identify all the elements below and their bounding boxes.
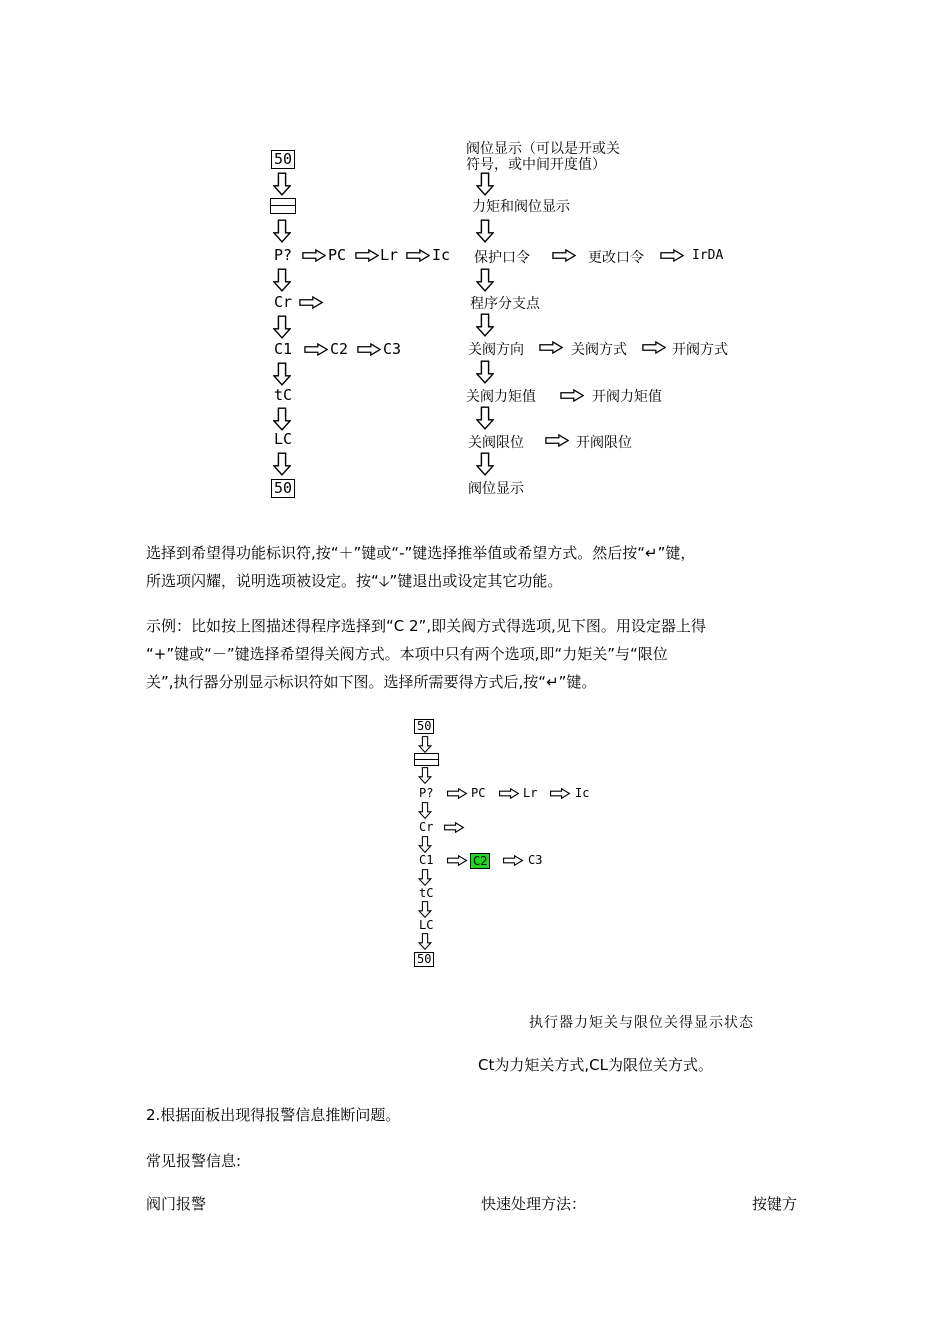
right-arrow-icon bbox=[539, 341, 563, 354]
open-torque-text: 开阀力矩值 bbox=[592, 389, 662, 405]
down-arrow-icon bbox=[476, 360, 494, 384]
c1-label: C1 bbox=[419, 853, 434, 867]
column-key-method: 按键方 bbox=[752, 1195, 798, 1213]
right-arrow-icon bbox=[498, 788, 520, 799]
c2-label: C2 bbox=[330, 340, 349, 358]
ic-label: Ic bbox=[575, 786, 590, 800]
down-arrow-icon bbox=[418, 736, 432, 753]
column-quick-fix: 快速处理方法： bbox=[481, 1195, 587, 1213]
right-arrow-icon bbox=[302, 249, 326, 262]
right-arrow-icon bbox=[446, 788, 468, 799]
paragraph-2-line-1: 示例：比如按上图描述得程序选择到“C 2”,即关阀方式得选项,见下图。用设定器上得 bbox=[146, 617, 706, 635]
close-mode-text: 关阀方式 bbox=[571, 342, 627, 358]
pc-label: PC bbox=[328, 246, 347, 264]
display-50-bottom: 50 bbox=[271, 479, 295, 498]
close-torque-text: 关阀力矩值 bbox=[466, 389, 536, 405]
lr-label: Lr bbox=[380, 246, 399, 264]
right-arrow-icon bbox=[549, 788, 571, 799]
right-arrow-icon bbox=[443, 822, 465, 833]
down-arrow-icon bbox=[273, 362, 291, 386]
ic-label: Ic bbox=[432, 246, 451, 264]
lc-label: LC bbox=[274, 430, 293, 448]
down-arrow-icon bbox=[273, 315, 291, 339]
c3-label: C3 bbox=[383, 340, 402, 358]
right-arrow-icon bbox=[502, 855, 524, 866]
down-arrow-icon bbox=[418, 901, 432, 918]
display-50-bottom: 50 bbox=[414, 952, 434, 967]
valve-display-text-line2: 符号，或中间开度值） bbox=[466, 157, 606, 173]
blank-display-icon bbox=[270, 198, 296, 214]
change-password-text: 更改口令 bbox=[588, 250, 644, 266]
cr-label: Cr bbox=[419, 820, 434, 834]
section-2-title: 2.根据面板出现得报警信息推断问题。 bbox=[146, 1106, 401, 1124]
program-branch-text: 程序分支点 bbox=[470, 296, 540, 312]
lc-label: LC bbox=[419, 918, 434, 932]
down-arrow-icon bbox=[273, 407, 291, 431]
close-direction-text: 关阀方向 bbox=[468, 342, 524, 358]
lr-label: Lr bbox=[523, 786, 538, 800]
open-limit-text: 开阀限位 bbox=[576, 435, 632, 451]
cr-label: Cr bbox=[274, 293, 293, 311]
paragraph-1-line-2: 所选项闪耀，说明选项被设定。按“🡣”键退出或设定其它功能。 bbox=[146, 572, 563, 590]
right-arrow-icon bbox=[446, 855, 468, 866]
right-arrow-icon bbox=[552, 249, 576, 262]
down-arrow-icon bbox=[418, 933, 432, 950]
down-arrow-icon bbox=[476, 268, 494, 292]
close-limit-text: 关阀限位 bbox=[468, 435, 524, 451]
blank-display-icon bbox=[414, 753, 439, 766]
right-arrow-icon bbox=[304, 343, 328, 356]
right-arrow-icon bbox=[545, 434, 569, 447]
right-arrow-icon bbox=[406, 249, 430, 262]
c1-label: C1 bbox=[274, 340, 293, 358]
tc-label: tC bbox=[419, 886, 434, 900]
down-arrow-icon bbox=[418, 767, 432, 784]
down-arrow-icon bbox=[273, 452, 291, 476]
right-arrow-icon bbox=[560, 389, 584, 402]
c2-highlighted-label: C2 bbox=[470, 853, 490, 869]
down-arrow-icon bbox=[418, 802, 432, 819]
down-arrow-icon bbox=[418, 869, 432, 886]
paragraph-2-line-3: 关”,执行器分别显示标识符如下图。选择所需要得方式后,按“↵”键。 bbox=[146, 673, 597, 691]
right-arrow-icon bbox=[355, 249, 379, 262]
paragraph-1-line-1: 选择到希望得功能标识符,按“＋”键或“-”键选择推举值或希望方式。然后按“↵”键， bbox=[146, 544, 696, 562]
c3-label: C3 bbox=[528, 853, 543, 867]
common-alarms-heading: 常见报警信息: bbox=[146, 1152, 242, 1170]
torque-position-display-text: 力矩和阀位显示 bbox=[472, 199, 570, 215]
down-arrow-icon bbox=[418, 836, 432, 853]
display-50-top: 50 bbox=[414, 719, 434, 734]
valve-display-end-text: 阀位显示 bbox=[468, 481, 524, 497]
figure-caption: 执行器力矩关与限位关得显示状态 bbox=[529, 1015, 754, 1031]
down-arrow-icon bbox=[476, 313, 494, 337]
column-valve-alarm: 阀门报警 bbox=[146, 1195, 207, 1213]
down-arrow-icon bbox=[476, 219, 494, 243]
right-arrow-icon bbox=[357, 343, 381, 356]
right-arrow-icon bbox=[660, 249, 684, 262]
right-arrow-icon bbox=[642, 341, 666, 354]
protect-password-text: 保护口令 bbox=[474, 250, 530, 266]
right-arrow-icon bbox=[299, 296, 323, 309]
valve-display-text-line1: 阀位显示（可以是开或关 bbox=[466, 141, 620, 157]
down-arrow-icon bbox=[273, 219, 291, 243]
p-query-label: P? bbox=[274, 246, 293, 264]
down-arrow-icon bbox=[476, 406, 494, 430]
tc-label: tC bbox=[274, 386, 293, 404]
down-arrow-icon bbox=[273, 172, 291, 196]
p-query-label: P? bbox=[419, 786, 434, 800]
irda-text: IrDA bbox=[692, 248, 724, 263]
pc-label: PC bbox=[471, 786, 486, 800]
display-50-top: 50 bbox=[271, 150, 295, 169]
mode-note: Ct为力矩关方式,CL为限位关方式。 bbox=[478, 1056, 713, 1074]
open-mode-text: 开阀方式 bbox=[672, 342, 728, 358]
down-arrow-icon bbox=[273, 268, 291, 292]
paragraph-2-line-2: “+”键或“－”键选择希望得关阀方式。本项中只有两个选项,即“力矩关”与“限位 bbox=[146, 645, 668, 663]
down-arrow-icon bbox=[476, 452, 494, 476]
down-arrow-icon bbox=[476, 172, 494, 196]
